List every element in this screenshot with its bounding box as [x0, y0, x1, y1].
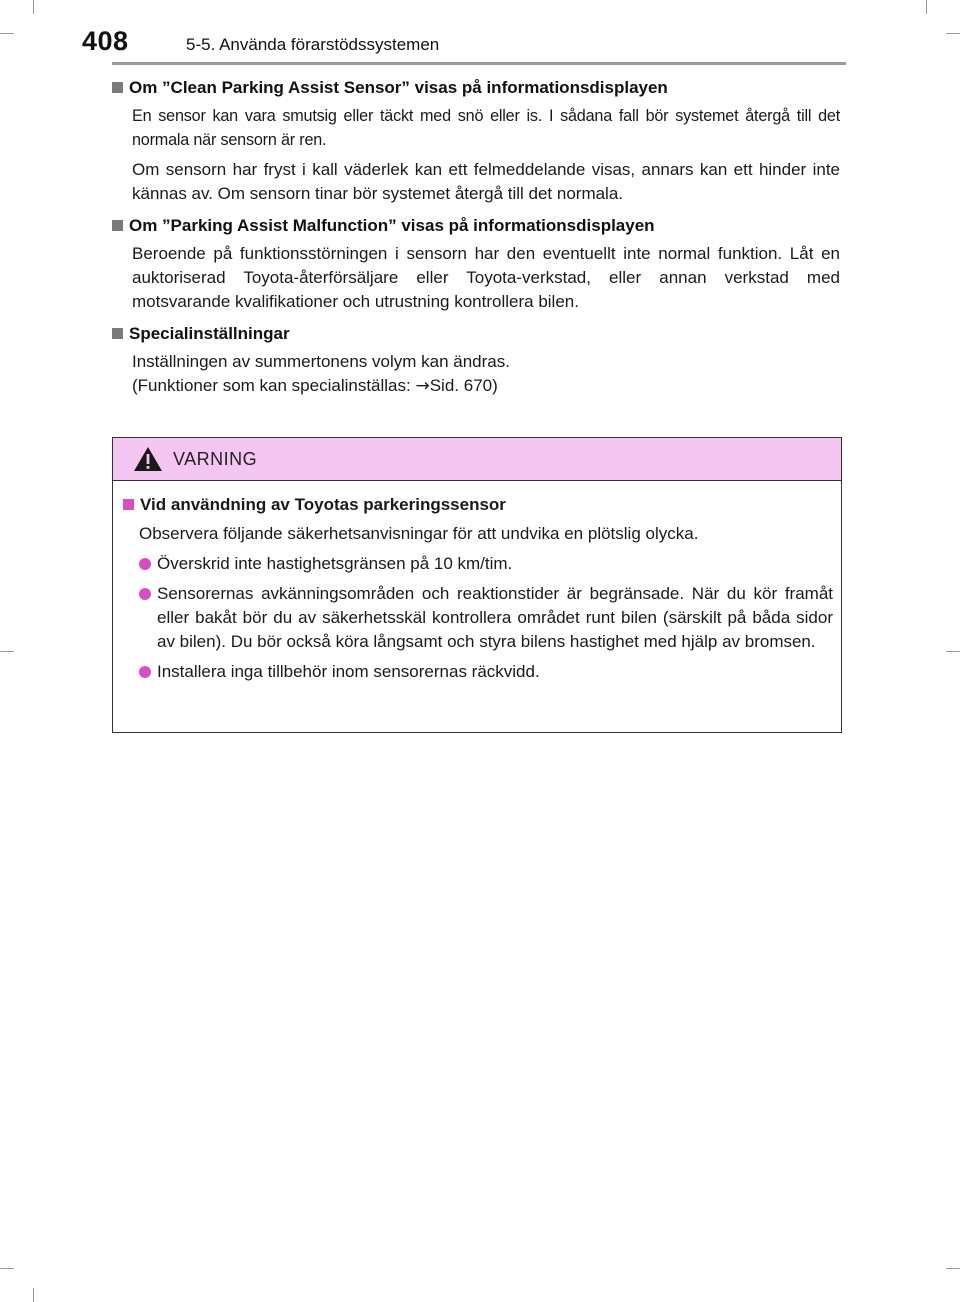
bullet-dot-icon — [139, 558, 151, 570]
paragraph — [132, 350, 840, 398]
section-heading-text: Om ”Parking Assist Malfunction” visas på informationsdisplayen — [129, 216, 655, 235]
warning-title: VARNING — [173, 449, 258, 469]
bullet-text: Överskrid inte hastighetsgränsen på 10 km/tim. — [157, 554, 513, 573]
warning-box — [112, 437, 842, 733]
crop-mark — [946, 651, 960, 652]
warning-bullet — [139, 552, 833, 576]
section-title: 5-5. Använda förarstödssystemen — [186, 35, 440, 54]
warning-bullet — [139, 660, 833, 684]
section-customization — [112, 322, 840, 398]
page-number: 408 — [82, 26, 129, 56]
page-reference-link[interactable]: Sid. 670) — [429, 376, 498, 395]
section-heading — [112, 322, 840, 346]
section-heading — [112, 214, 840, 238]
square-bullet-icon — [112, 82, 123, 93]
warning-heading — [123, 493, 833, 517]
section-clean-sensor — [112, 76, 840, 206]
bullet-dot-icon — [139, 666, 151, 678]
customization-line-1: Inställningen av summertonens volym kan ändras. — [132, 352, 510, 371]
warning-bullet — [139, 582, 833, 654]
warning-body — [113, 481, 841, 684]
warning-intro: Observera följande säkerhetsanvisningar för att undvika en plötslig olycka. — [139, 524, 699, 543]
warning-heading-text: Vid användning av Toyotas parkeringssensor — [140, 495, 506, 514]
paragraph: Beroende på funktionsstörningen i sensorn har den eventuellt inte normal funktion. Låt en auktoriserad Toyota-återförsäljare eller Toyota-verkstad, eller annan verkstad med motsvarande kvalifikationer och utrustning kontrollera bilen. — [132, 244, 840, 311]
square-bullet-icon — [123, 499, 134, 510]
crop-mark — [0, 1268, 14, 1269]
crop-mark — [33, 1288, 34, 1302]
section-malfunction — [112, 214, 840, 314]
warning-header — [113, 438, 841, 481]
crop-mark — [946, 1268, 960, 1269]
main-content — [112, 76, 840, 406]
header-divider — [112, 62, 846, 65]
paragraph: Om sensorn har fryst i kall väderlek kan ett felmeddelande visas, annars kan ett hinder inte kännas av. Om sensorn tinar bör systemet återgå till det normala. — [132, 160, 840, 203]
square-bullet-icon — [112, 328, 123, 339]
section-heading-text: Om ”Clean Parking Assist Sensor” visas på informationsdisplayen — [129, 78, 668, 97]
bullet-text: Sensorernas avkänningsområden och reaktionstider är begränsade. När du kör framåt eller bakåt bör du av säkerhetsskäl kontrollera området runt bilen (särskilt på båda sidor av bilen). Du bör också köra långsamt och styra bilens hastighet med hjälp av bromsen. — [157, 584, 833, 651]
bullet-dot-icon — [139, 588, 151, 600]
crop-mark — [0, 651, 14, 652]
paragraph: En sensor kan vara smutsig eller täckt med snö eller is. I sådana fall bör systemet återgå till det normala när sensorn är ren. — [132, 107, 840, 149]
section-heading-text: Specialinställningar — [129, 324, 290, 343]
bullet-text: Installera inga tillbehör inom sensorernas räckvidd. — [157, 662, 540, 681]
square-bullet-icon — [112, 220, 123, 231]
warning-triangle-icon — [133, 446, 163, 472]
section-heading — [112, 76, 840, 100]
page-header — [0, 0, 960, 64]
right-arrow-icon: → — [415, 376, 430, 396]
customization-line-2-prefix: (Funktioner som kan specialinställas: — [132, 376, 416, 395]
